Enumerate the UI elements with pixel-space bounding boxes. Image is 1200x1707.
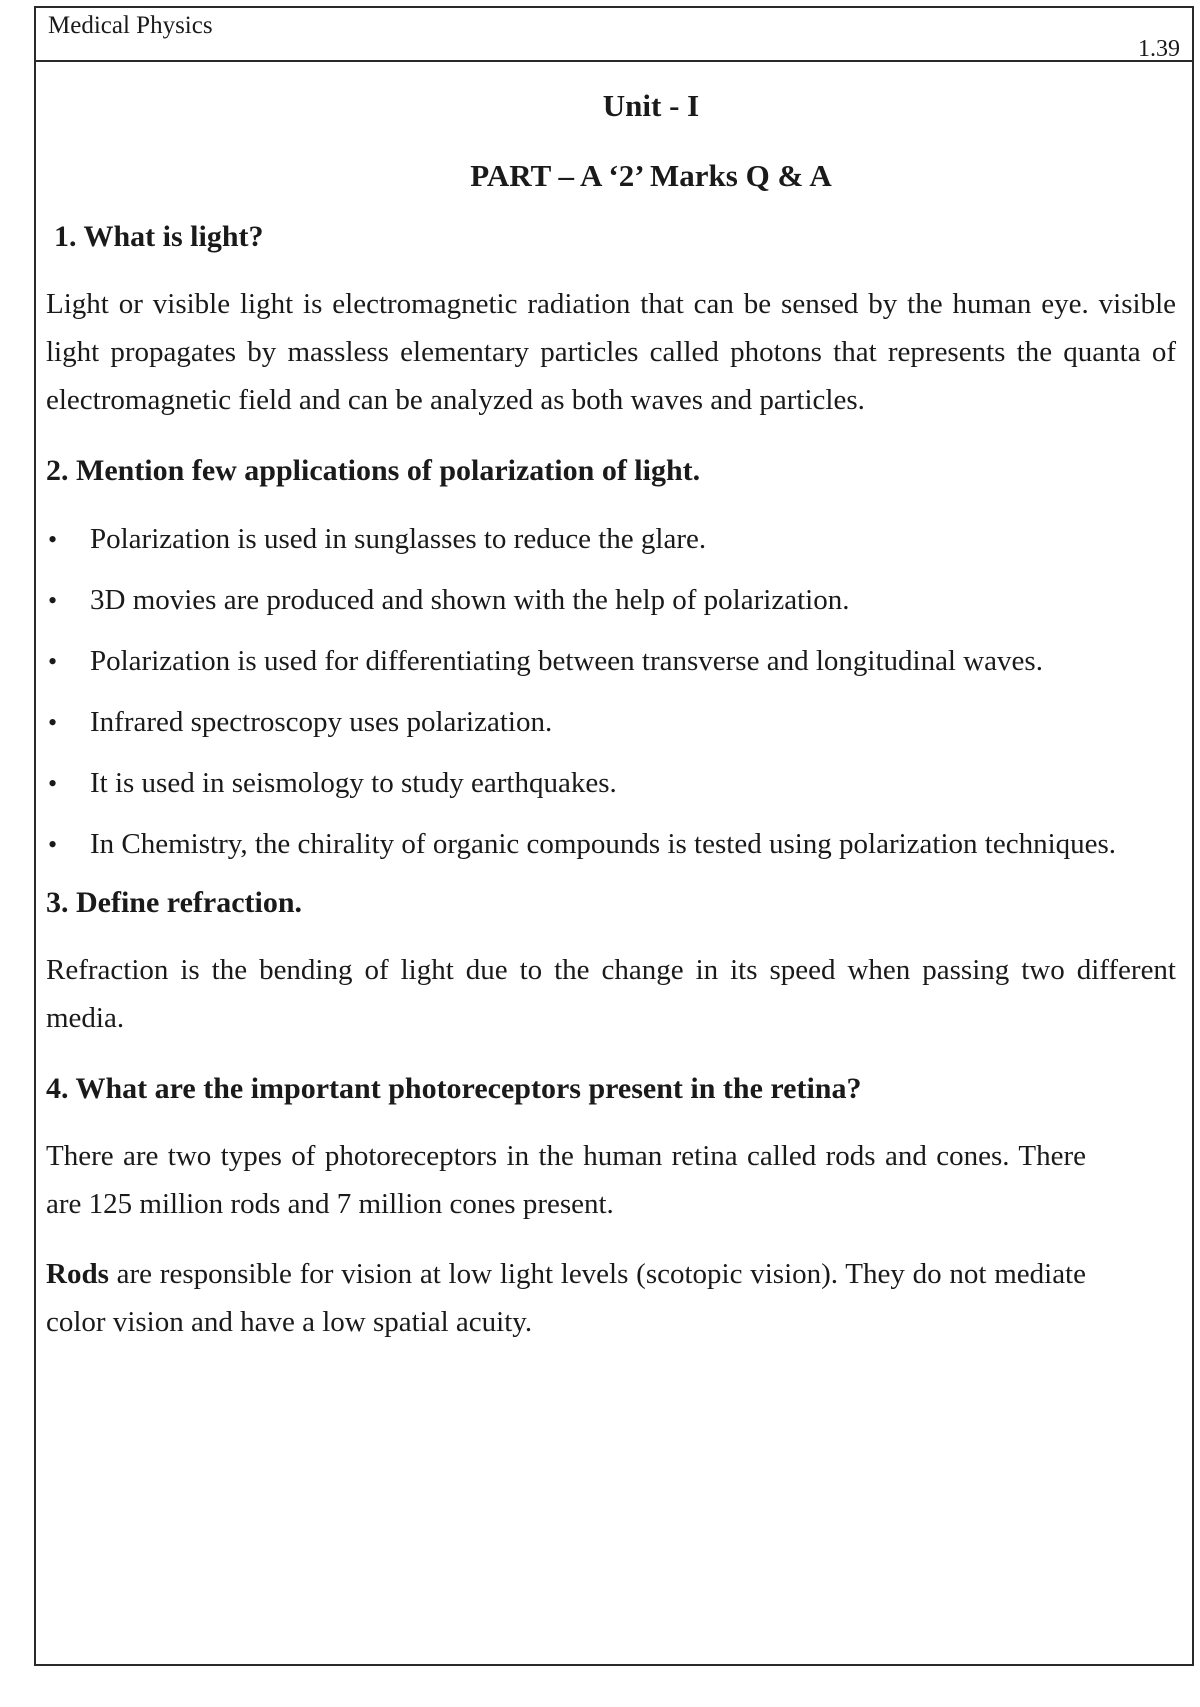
- page-number: 1.39: [1138, 36, 1180, 62]
- list-item: • In Chemistry, the chirality of organic compounds is tested using polarization techniques.: [46, 821, 1176, 868]
- rods-term: Rods: [46, 1258, 109, 1290]
- bullet-icon: •: [48, 769, 58, 798]
- polarization-applications-list: [46, 516, 1176, 868]
- question-3-heading: 3. Define refraction.: [46, 886, 303, 919]
- list-item: • Infrared spectroscopy uses polarization.: [46, 699, 1176, 746]
- bullet-icon: •: [48, 830, 58, 859]
- bullet-icon: •: [48, 525, 58, 554]
- unit-title: Unit - I: [602, 88, 700, 123]
- list-item: • Polarization is used for differentiating between transverse and longitudinal waves.: [46, 638, 1176, 685]
- bullet-icon: •: [48, 708, 58, 737]
- question-4-rods-paragraph: Rods are responsible for vision at low light levels (scotopic vision). They do not mediate color vision and have a low spatial acuity.: [46, 1258, 1086, 1338]
- list-item: • It is used in seismology to study earthquakes.: [46, 760, 1176, 807]
- part-title: PART – A ‘2’ Marks Q & A: [470, 158, 832, 193]
- question-4-heading: 4. What are the important photoreceptors present in the retina?: [46, 1072, 862, 1105]
- list-item: • Polarization is used in sunglasses to reduce the glare.: [46, 516, 1176, 563]
- bullet-icon: •: [48, 586, 58, 615]
- question-1-heading: 1. What is light?: [54, 220, 264, 253]
- question-3-answer: Refraction is the bending of light due to the change in its speed when passing two different media.: [46, 954, 1176, 1034]
- page-content: [46, 80, 1176, 1346]
- question-1-answer: Light or visible light is electromagnetic radiation that can be sensed by the human eye. visible light propagates by massless elementary particles called photons that represents the quanta of electromagnetic field and can be analyzed as both waves and particles.: [46, 288, 1176, 416]
- question-4-answer: There are two types of photoreceptors in the human retina called rods and cones. There are 125 million rods and 7 million cones present.: [46, 1140, 1086, 1220]
- question-2-heading: 2. Mention few applications of polarization of light.: [46, 454, 701, 487]
- book-title: Medical Physics: [48, 12, 213, 39]
- bullet-icon: •: [48, 647, 58, 676]
- list-item: • 3D movies are produced and shown with the help of polarization.: [46, 577, 1176, 624]
- page-header: [34, 6, 1194, 62]
